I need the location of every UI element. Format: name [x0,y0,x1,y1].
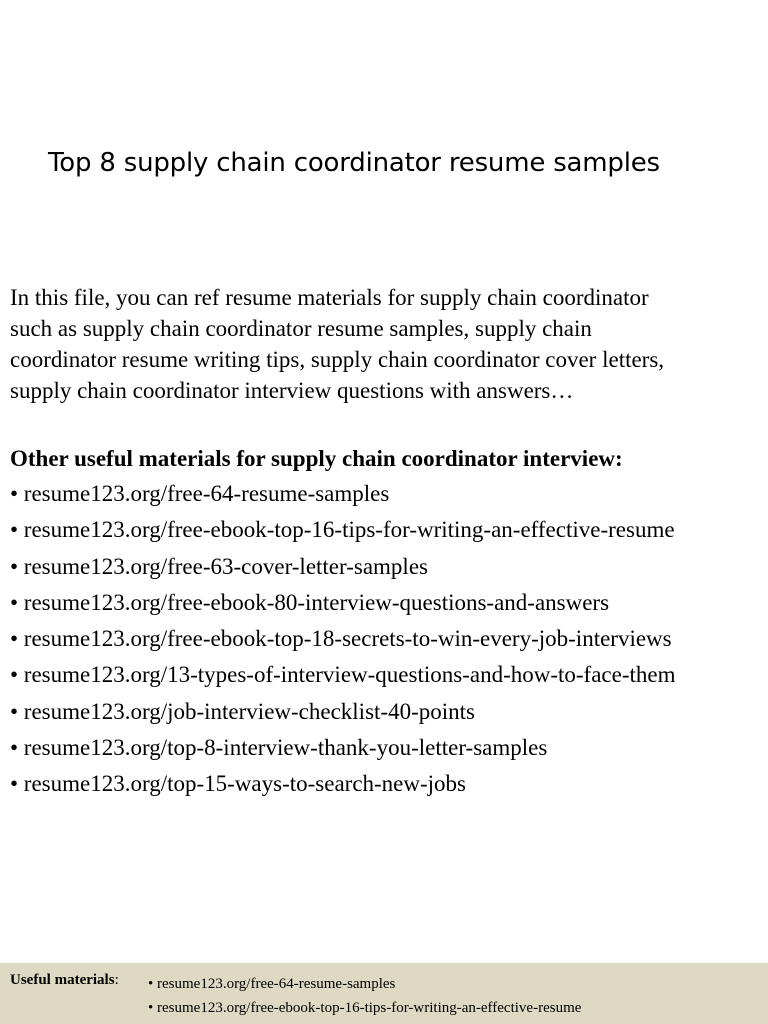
materials-link[interactable]: • resume123.org/free-ebook-top-16-tips-for-writing-an-effective-resume [10,517,675,543]
footer-link-list [148,972,581,1020]
footer-label-text: Useful materials [10,972,115,988]
useful-materials-section [10,442,768,803]
footer-link[interactable]: • resume123.org/free-64-resume-samples [148,976,396,992]
materials-link[interactable]: • resume123.org/free-64-resume-samples [10,481,390,506]
intro-paragraph: In this file, you can ref resume materials for supply chain coordinator such as supply chain coordinator resume samples, supply chain coordinator resume writing tips, supply chain coordinator cover letters, supply chain coordinator interview questions with answers… [10,285,665,403]
footer-label [10,972,119,989]
page-title: Top 8 supply chain coordinator resume samples [48,148,660,178]
materials-link[interactable]: • resume123.org/top-8-interview-thank-you-letter-samples [10,735,548,761]
materials-heading: Other useful materials for supply chain coordinator interview: [10,446,623,471]
footer-link[interactable]: • resume123.org/free-ebook-top-16-tips-for-writing-an-effective-resume [148,1000,582,1016]
footer-label-separator: : [114,972,119,988]
materials-link-list [10,476,768,803]
materials-link[interactable]: • resume123.org/13-types-of-interview-questions-and-how-to-face-them [10,662,676,688]
materials-link[interactable]: • resume123.org/free-63-cover-letter-samples [10,553,428,579]
materials-link[interactable]: • resume123.org/top-15-ways-to-search-new-jobs [10,771,467,797]
footer-bar [0,963,768,1024]
materials-link[interactable]: • resume123.org/job-interview-checklist-40-points [10,698,475,724]
materials-link[interactable]: • resume123.org/free-ebook-80-interview-questions-and-answers [10,589,610,615]
materials-link[interactable]: • resume123.org/free-ebook-top-18-secrets-to-win-every-job-interviews [10,626,672,652]
